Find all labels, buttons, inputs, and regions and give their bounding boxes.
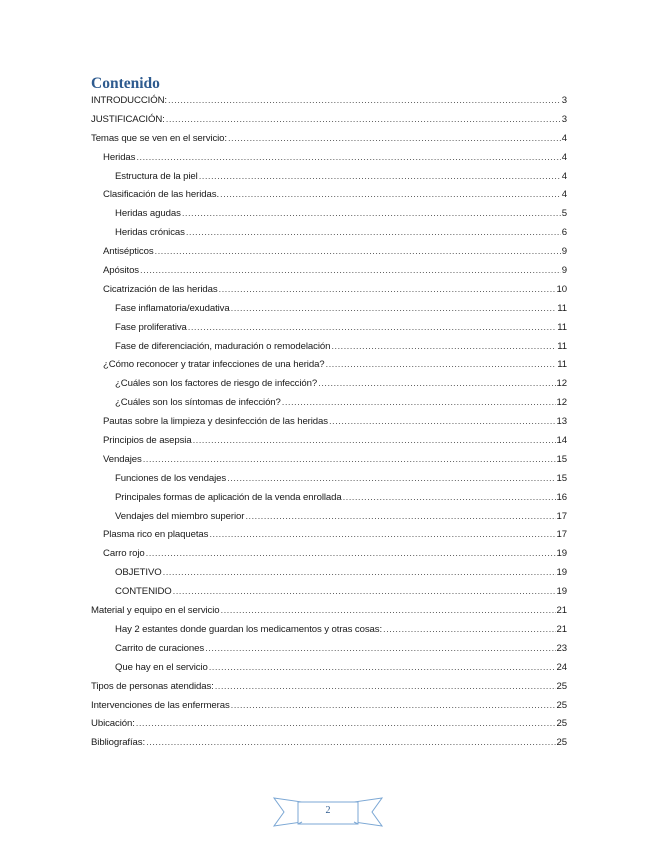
toc-entry-label: Fase proliferativa — [115, 321, 187, 333]
toc-entry-page-number: 4 — [561, 132, 567, 144]
toc-entry-page-number: 4 — [561, 170, 567, 182]
dot-leader — [209, 662, 556, 673]
toc-entry-page-number: 11 — [557, 359, 567, 371]
toc-entry-page-number: 6 — [561, 227, 567, 239]
dot-leader — [155, 246, 561, 257]
toc-entry-page-number: 10 — [556, 283, 567, 295]
toc-entry[interactable] — [91, 208, 567, 227]
page-title: Contenido — [91, 75, 160, 92]
toc-entry[interactable] — [91, 718, 567, 737]
toc-entry-label: JUSTIFICACIÓN: — [91, 113, 165, 125]
toc-entry[interactable] — [91, 700, 567, 719]
toc-entry[interactable] — [91, 511, 567, 530]
toc-entry-label: Carrito de curaciones — [115, 642, 205, 654]
toc-entry-page-number: 4 — [561, 189, 567, 201]
dot-leader — [220, 189, 561, 200]
dot-leader — [383, 624, 555, 635]
toc-entry[interactable] — [91, 133, 567, 152]
toc-entry-label: Heridas — [103, 151, 136, 163]
dot-leader — [231, 303, 557, 314]
dot-leader — [143, 454, 556, 465]
toc-entry-label: Bibliografías: — [91, 737, 146, 749]
toc-entry-page-number: 21 — [556, 623, 567, 635]
toc-entry-page-number: 17 — [556, 529, 567, 541]
toc-entry[interactable] — [91, 95, 567, 114]
dot-leader — [331, 341, 556, 352]
toc-entry-page-number: 14 — [556, 435, 567, 447]
toc-entry-label: Carro rojo — [103, 548, 145, 560]
toc-entry[interactable] — [91, 643, 567, 662]
dot-leader — [173, 586, 556, 597]
toc-entry[interactable] — [91, 737, 567, 756]
toc-entry-page-number: 19 — [556, 586, 567, 598]
toc-entry-label: ¿Cuáles son los síntomas de infección? — [115, 397, 281, 409]
toc-entry-label: Fase inflamatoria/exudativa — [115, 302, 230, 314]
dot-leader — [168, 95, 561, 106]
toc-entry[interactable] — [91, 435, 567, 454]
toc-entry-page-number: 3 — [561, 113, 567, 125]
toc-entry[interactable] — [91, 378, 567, 397]
toc-entry[interactable] — [91, 246, 567, 265]
dot-leader — [146, 737, 555, 748]
toc-entry-label: Fase de diferenciación, maduración o remodelación — [115, 340, 331, 352]
toc-entry[interactable] — [91, 492, 567, 511]
toc-entry[interactable] — [91, 586, 567, 605]
toc-entry-label: Heridas crónicas — [115, 227, 185, 239]
toc-entry-page-number: 3 — [561, 95, 567, 106]
toc-entry-page-number: 19 — [556, 567, 567, 579]
toc-entry[interactable] — [91, 681, 567, 700]
toc-entry-page-number: 25 — [556, 699, 567, 711]
toc-entry[interactable] — [91, 548, 567, 567]
toc-entry-label: Funciones de los vendajes — [115, 472, 227, 484]
toc-entry-page-number: 25 — [556, 718, 567, 730]
toc-entry[interactable] — [91, 114, 567, 133]
toc-entry[interactable] — [91, 397, 567, 416]
dot-leader — [186, 227, 561, 238]
toc-entry-page-number: 25 — [556, 680, 567, 692]
dot-leader — [182, 208, 561, 219]
toc-entry-label: Principales formas de aplicación de la venda enrollada — [115, 491, 342, 503]
dot-leader — [227, 473, 555, 484]
toc-entry-label: Plasma rico en plaquetas — [103, 529, 209, 541]
toc-entry-label: Hay 2 estantes donde guardan los medicamentos y otras cosas: — [115, 623, 383, 635]
dot-leader — [326, 359, 557, 370]
toc-entry-label: Antisépticos — [103, 246, 154, 258]
toc-entry-label: Estructura de la piel — [115, 170, 198, 182]
toc-entry-label: Temas que se ven en el servicio: — [91, 132, 227, 144]
toc-entry-label: ¿Cuáles son los factores de riesgo de infección? — [115, 378, 318, 390]
toc-entry[interactable] — [91, 189, 567, 208]
toc-entry-label: Vendajes — [103, 453, 142, 465]
toc-entry-label: Tipos de personas atendidas: — [91, 680, 214, 692]
dot-leader — [215, 681, 556, 692]
toc-entry[interactable] — [91, 473, 567, 492]
toc-entry-page-number: 15 — [556, 453, 567, 465]
toc-entry-page-number: 13 — [556, 416, 567, 428]
dot-leader — [228, 133, 561, 144]
toc-entry[interactable] — [91, 341, 567, 360]
toc-entry[interactable] — [91, 359, 567, 378]
dot-leader — [282, 397, 556, 408]
toc-entry-page-number: 11 — [557, 340, 567, 352]
toc-entry[interactable] — [91, 265, 567, 284]
toc-entry[interactable] — [91, 624, 567, 643]
toc-entry[interactable] — [91, 322, 567, 341]
toc-entry-page-number: 9 — [561, 246, 567, 258]
dot-leader — [219, 284, 556, 295]
toc-entry-label: Heridas agudas — [115, 208, 181, 220]
toc-entry-page-number: 11 — [557, 321, 567, 333]
toc-entry-label: Material y equipo en el servicio — [91, 605, 220, 617]
toc-entry[interactable] — [91, 284, 567, 303]
toc-entry-page-number: 9 — [561, 265, 567, 277]
toc-entry[interactable] — [91, 303, 567, 322]
toc-entry-page-number: 23 — [556, 642, 567, 654]
toc-entry-label: INTRODUCCIÓN: — [91, 95, 167, 106]
toc-entry-label: Cicatrización de las heridas — [103, 283, 218, 295]
toc-entry[interactable] — [91, 152, 567, 171]
toc-entry-page-number: 21 — [556, 605, 567, 617]
dot-leader — [329, 416, 556, 427]
toc-entry-page-number: 11 — [557, 302, 567, 314]
dot-leader — [136, 152, 560, 163]
toc-entry[interactable] — [91, 567, 567, 586]
toc-entry[interactable] — [91, 171, 567, 190]
dot-leader — [136, 718, 556, 729]
toc-entry-label: Apósitos — [103, 265, 139, 277]
dot-leader — [166, 114, 561, 125]
toc-entry[interactable] — [91, 529, 567, 548]
toc-entry-label: Ubicación: — [91, 718, 135, 730]
toc-entry-page-number: 12 — [556, 397, 567, 409]
toc-entry[interactable] — [91, 605, 567, 624]
toc-entry-label: Que hay en el servicio — [115, 661, 208, 673]
dot-leader — [199, 171, 561, 182]
dot-leader — [343, 492, 556, 503]
dot-leader — [193, 435, 556, 446]
dot-leader — [146, 548, 556, 559]
dot-leader — [245, 511, 555, 522]
toc-entry-page-number: 25 — [556, 737, 567, 749]
page-number: 2 — [325, 805, 331, 816]
table-of-contents — [91, 95, 567, 756]
toc-entry-label: Pautas sobre la limpieza y desinfección de las heridas — [103, 416, 328, 428]
toc-entry-page-number: 16 — [556, 491, 567, 503]
toc-entry-page-number: 24 — [556, 661, 567, 673]
dot-leader — [209, 529, 555, 540]
toc-entry[interactable] — [91, 454, 567, 473]
toc-entry[interactable] — [91, 227, 567, 246]
toc-entry[interactable] — [91, 662, 567, 681]
dot-leader — [221, 605, 556, 616]
toc-entry-label: CONTENIDO — [115, 586, 172, 598]
toc-entry-label: Vendajes del miembro superior — [115, 510, 245, 522]
toc-entry-page-number: 4 — [561, 151, 567, 163]
dot-leader — [163, 567, 556, 578]
toc-entry-page-number: 12 — [556, 378, 567, 390]
dot-leader — [231, 700, 556, 711]
toc-entry-label: Intervenciones de las enfermeras — [91, 699, 230, 711]
toc-entry-label: OBJETIVO — [115, 567, 162, 579]
toc-entry-page-number: 15 — [556, 472, 567, 484]
dot-leader — [188, 322, 556, 333]
toc-entry-page-number: 19 — [556, 548, 567, 560]
toc-entry-label: Clasificación de las heridas. — [103, 189, 220, 201]
toc-entry-label: Principios de asepsia — [103, 435, 192, 447]
dot-leader — [205, 643, 555, 654]
toc-entry[interactable] — [91, 416, 567, 435]
toc-entry-page-number: 17 — [556, 510, 567, 522]
toc-entry-page-number: 5 — [561, 208, 567, 220]
dot-leader — [318, 378, 555, 389]
toc-entry-label: ¿Cómo reconocer y tratar infecciones de una herida? — [103, 359, 325, 371]
dot-leader — [140, 265, 561, 276]
